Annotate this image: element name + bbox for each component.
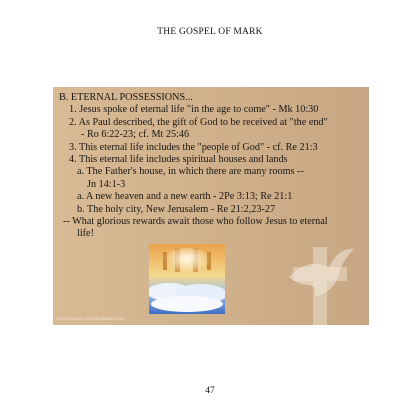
watermark-text: w.free-power-point-templates.com: [57, 316, 125, 321]
slide-line: -- What glorious rewards await those who follow Jesus to eternal: [63, 216, 328, 228]
heaven-clouds-image: [149, 244, 225, 314]
slide-line: b. The holy city, New Jerusalem - Re 21:2,23-27: [77, 203, 276, 215]
slide-line: a. A new heaven and a new earth - 2Pe 3:13; Re 21:1: [77, 191, 293, 203]
slide-line: 1. Jesus spoke of eternal life "in the age to come" - Mk 10:30: [69, 104, 319, 116]
slide-image: [53, 87, 369, 325]
dove-icon: [279, 237, 359, 317]
slide-line: - Ro 6:22-23; cf. Mt 25:46: [81, 129, 190, 141]
slide-line: 4. This eternal life includes spiritual houses and lands: [69, 154, 288, 166]
slide-line: 2. As Paul described, the gift of God to be received at "the end": [69, 116, 328, 128]
slide-line: 3. This eternal life includes the "people of God" - cf. Re 21:3: [69, 141, 318, 153]
slide-heading: B. ETERNAL POSSESSIONS...: [59, 92, 193, 103]
slide-text: [59, 92, 365, 241]
page-header-title: THE GOSPEL OF MARK: [157, 27, 263, 37]
slide-line: Jn 14:1-3: [87, 178, 126, 190]
slide-line: life!: [77, 228, 94, 240]
page-number: 47: [205, 386, 215, 396]
slide-line: a. The Father's house, in which there are many rooms --: [77, 166, 304, 178]
